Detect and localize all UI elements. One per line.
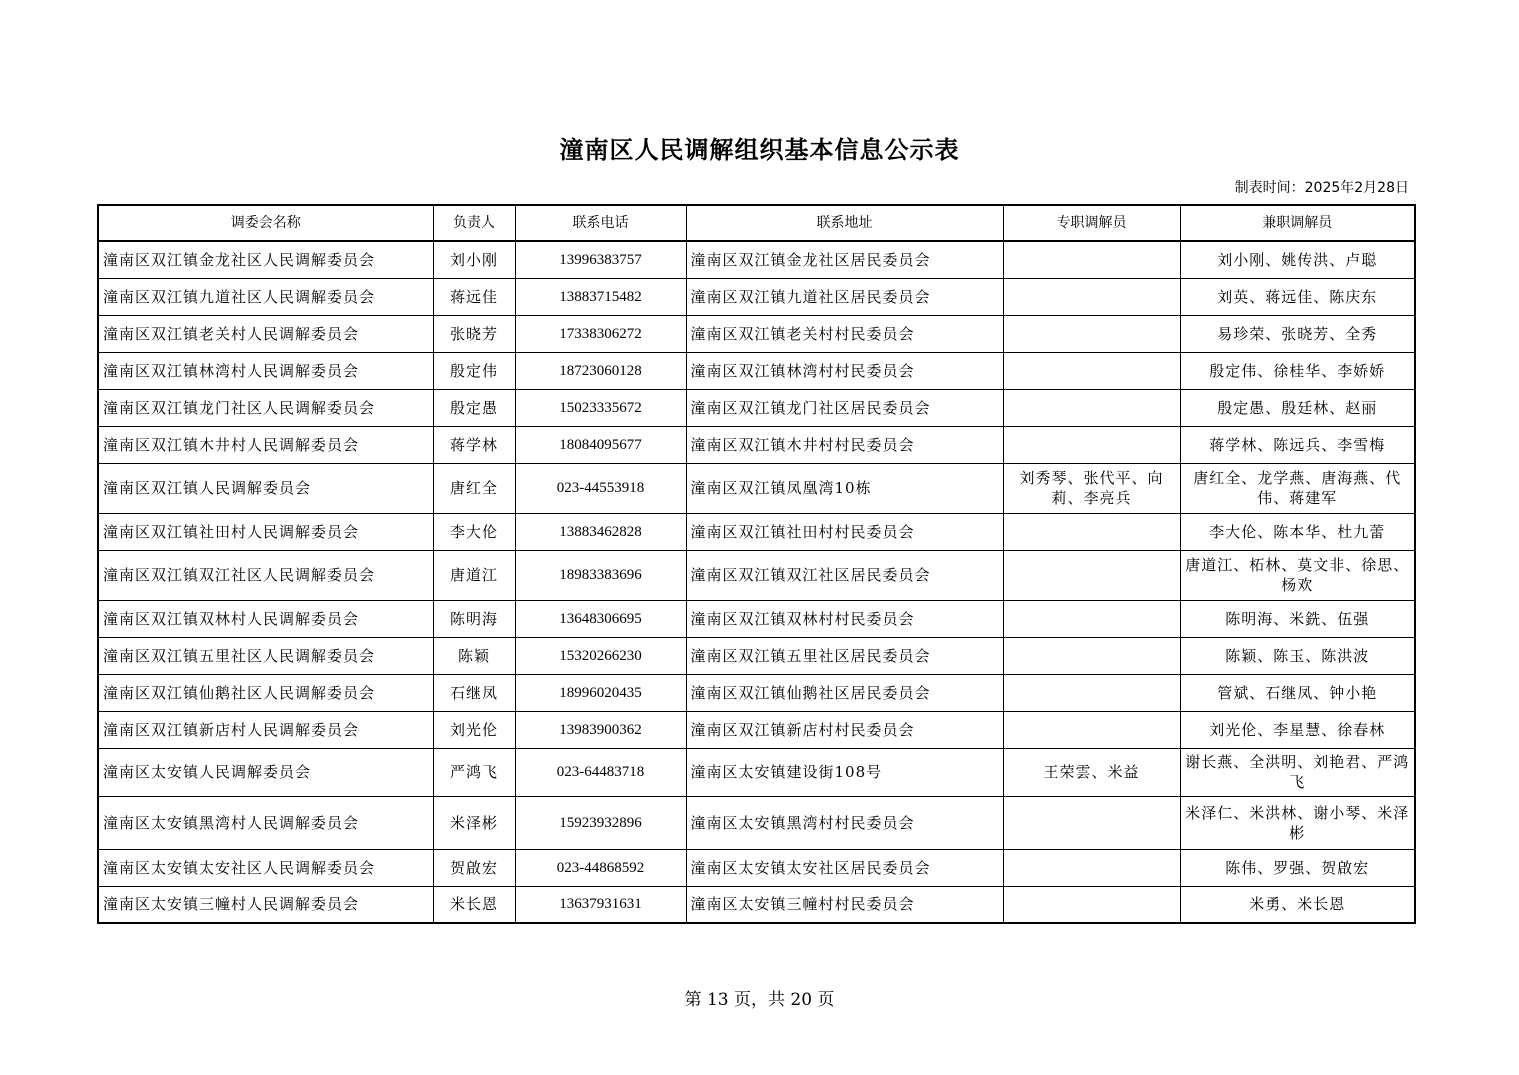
committee-name-cell: 潼南区太安镇黑湾村人民调解委员会 — [98, 796, 433, 849]
parttime-mediators-cell: 谢长燕、全洪明、刘艳君、严鸿飞 — [1180, 748, 1415, 796]
table-row — [98, 315, 1415, 352]
parttime-mediators-cell: 米勇、米长恩 — [1180, 886, 1415, 923]
table-row — [98, 389, 1415, 426]
address-cell: 潼南区太安镇太安社区居民委员会 — [686, 849, 1003, 886]
fulltime-mediators-cell — [1003, 513, 1180, 550]
leader-cell: 殷定伟 — [433, 352, 515, 389]
fulltime-mediators-cell — [1003, 849, 1180, 886]
fulltime-mediators-cell: 王荣雲、米益 — [1003, 748, 1180, 796]
committee-name-cell: 潼南区双江镇九道社区人民调解委员会 — [98, 278, 433, 315]
table-row — [98, 711, 1415, 748]
page-number: 第 13 页，共 20 页 — [684, 990, 835, 1010]
fulltime-mediators-cell — [1003, 389, 1180, 426]
address-cell: 潼南区双江镇新店村村民委员会 — [686, 711, 1003, 748]
address-cell: 潼南区双江镇五里社区居民委员会 — [686, 637, 1003, 674]
fulltime-mediators-cell — [1003, 711, 1180, 748]
address-cell: 潼南区双江镇社田村村民委员会 — [686, 513, 1003, 550]
leader-cell: 石继凤 — [433, 674, 515, 711]
parttime-mediators-cell: 陈颖、陈玉、陈洪波 — [1180, 637, 1415, 674]
parttime-mediators-cell: 陈明海、米銑、伍强 — [1180, 600, 1415, 637]
parttime-mediators-cell: 唐道江、柘林、莫文非、徐思、杨欢 — [1180, 550, 1415, 600]
address-cell: 潼南区双江镇老关村村民委员会 — [686, 315, 1003, 352]
committee-name-cell: 潼南区太安镇太安社区人民调解委员会 — [98, 849, 433, 886]
address-cell: 潼南区双江镇仙鹅社区居民委员会 — [686, 674, 1003, 711]
table-header-row — [98, 205, 1415, 241]
address-cell: 潼南区双江镇林湾村村民委员会 — [686, 352, 1003, 389]
table-row — [98, 796, 1415, 849]
committee-name-cell: 潼南区双江镇龙门社区人民调解委员会 — [98, 389, 433, 426]
table-row — [98, 513, 1415, 550]
leader-cell: 陈明海 — [433, 600, 515, 637]
table-row — [98, 748, 1415, 796]
parttime-mediators-cell: 陈伟、罗强、贺啟宏 — [1180, 849, 1415, 886]
fulltime-mediators-cell: 刘秀琴、张代平、向莉、李亮兵 — [1003, 463, 1180, 513]
address-cell: 潼南区双江镇凤凰湾10栋 — [686, 463, 1003, 513]
phone-cell: 18983383696 — [515, 550, 686, 600]
fulltime-mediators-cell — [1003, 637, 1180, 674]
table-row — [98, 426, 1415, 463]
fulltime-mediators-cell — [1003, 550, 1180, 600]
phone-cell: 17338306272 — [515, 315, 686, 352]
phone-cell: 13637931631 — [515, 886, 686, 923]
leader-cell: 严鸿飞 — [433, 748, 515, 796]
leader-cell: 陈颖 — [433, 637, 515, 674]
leader-cell: 李大伦 — [433, 513, 515, 550]
parttime-mediators-cell: 唐红全、龙学燕、唐海燕、代伟、蒋建军 — [1180, 463, 1415, 513]
header-committee-name: 调委会名称 — [98, 205, 433, 241]
leader-cell: 刘小刚 — [433, 241, 515, 278]
table-row — [98, 352, 1415, 389]
committee-name-cell: 潼南区双江镇双江社区人民调解委员会 — [98, 550, 433, 600]
header-phone: 联系电话 — [515, 205, 686, 241]
committee-name-cell: 潼南区双江镇仙鹅社区人民调解委员会 — [98, 674, 433, 711]
leader-cell: 唐道江 — [433, 550, 515, 600]
phone-cell: 023-64483718 — [515, 748, 686, 796]
phone-cell: 15320266230 — [515, 637, 686, 674]
leader-cell: 殷定愚 — [433, 389, 515, 426]
parttime-mediators-cell: 米泽仁、米洪林、谢小琴、米泽彬 — [1180, 796, 1415, 849]
address-cell: 潼南区太安镇建设街108号 — [686, 748, 1003, 796]
address-cell: 潼南区双江镇双江社区居民委员会 — [686, 550, 1003, 600]
address-cell: 潼南区太安镇三幢村村民委员会 — [686, 886, 1003, 923]
phone-cell: 18084095677 — [515, 426, 686, 463]
address-cell: 潼南区双江镇双林村村民委员会 — [686, 600, 1003, 637]
leader-cell: 米泽彬 — [433, 796, 515, 849]
document-title: 潼南区人民调解组织基本信息公示表 — [559, 135, 960, 164]
parttime-mediators-cell: 刘英、蒋远佳、陈庆东 — [1180, 278, 1415, 315]
leader-cell: 唐红全 — [433, 463, 515, 513]
fulltime-mediators-cell — [1003, 352, 1180, 389]
table-row — [98, 241, 1415, 278]
address-cell: 潼南区双江镇龙门社区居民委员会 — [686, 389, 1003, 426]
phone-cell: 15923932896 — [515, 796, 686, 849]
address-cell: 潼南区双江镇九道社区居民委员会 — [686, 278, 1003, 315]
address-cell: 潼南区双江镇木井村村民委员会 — [686, 426, 1003, 463]
parttime-mediators-cell: 管斌、石继凤、钟小艳 — [1180, 674, 1415, 711]
committee-name-cell: 潼南区太安镇人民调解委员会 — [98, 748, 433, 796]
phone-cell: 023-44868592 — [515, 849, 686, 886]
parttime-mediators-cell: 刘光伦、李星慧、徐春林 — [1180, 711, 1415, 748]
fulltime-mediators-cell — [1003, 886, 1180, 923]
mediation-table — [97, 204, 1416, 924]
parttime-mediators-cell: 殷定伟、徐桂华、李娇娇 — [1180, 352, 1415, 389]
table-row — [98, 550, 1415, 600]
phone-cell: 15023335672 — [515, 389, 686, 426]
table-row — [98, 278, 1415, 315]
committee-name-cell: 潼南区双江镇林湾村人民调解委员会 — [98, 352, 433, 389]
committee-name-cell: 潼南区太安镇三幢村人民调解委员会 — [98, 886, 433, 923]
parttime-mediators-cell: 刘小刚、姚传洪、卢聪 — [1180, 241, 1415, 278]
table-row — [98, 849, 1415, 886]
parttime-mediators-cell: 李大伦、陈本华、杜九蕾 — [1180, 513, 1415, 550]
phone-cell: 13648306695 — [515, 600, 686, 637]
phone-cell: 023-44553918 — [515, 463, 686, 513]
leader-cell: 米长恩 — [433, 886, 515, 923]
header-fulltime-mediators: 专职调解员 — [1003, 205, 1180, 241]
committee-name-cell: 潼南区双江镇新店村人民调解委员会 — [98, 711, 433, 748]
leader-cell: 贺啟宏 — [433, 849, 515, 886]
committee-name-cell: 潼南区双江镇金龙社区人民调解委员会 — [98, 241, 433, 278]
parttime-mediators-cell: 殷定愚、殷廷林、赵丽 — [1180, 389, 1415, 426]
header-address: 联系地址 — [686, 205, 1003, 241]
made-date: 制表时间：2025年2月28日 — [1234, 180, 1409, 196]
committee-name-cell: 潼南区双江镇人民调解委员会 — [98, 463, 433, 513]
table-row — [98, 674, 1415, 711]
phone-cell: 13983900362 — [515, 711, 686, 748]
phone-cell: 13883715482 — [515, 278, 686, 315]
address-cell: 潼南区太安镇黑湾村村民委员会 — [686, 796, 1003, 849]
table-row — [98, 886, 1415, 923]
fulltime-mediators-cell — [1003, 600, 1180, 637]
table-row — [98, 637, 1415, 674]
committee-name-cell: 潼南区双江镇五里社区人民调解委员会 — [98, 637, 433, 674]
fulltime-mediators-cell — [1003, 426, 1180, 463]
committee-name-cell: 潼南区双江镇木井村人民调解委员会 — [98, 426, 433, 463]
table-row — [98, 600, 1415, 637]
phone-cell: 13996383757 — [515, 241, 686, 278]
fulltime-mediators-cell — [1003, 315, 1180, 352]
parttime-mediators-cell: 蒋学林、陈远兵、李雪梅 — [1180, 426, 1415, 463]
leader-cell: 张晓芳 — [433, 315, 515, 352]
phone-cell: 18723060128 — [515, 352, 686, 389]
fulltime-mediators-cell — [1003, 796, 1180, 849]
table-body — [98, 241, 1415, 923]
committee-name-cell: 潼南区双江镇社田村人民调解委员会 — [98, 513, 433, 550]
address-cell: 潼南区双江镇金龙社区居民委员会 — [686, 241, 1003, 278]
header-parttime-mediators: 兼职调解员 — [1180, 205, 1415, 241]
fulltime-mediators-cell — [1003, 674, 1180, 711]
phone-cell: 13883462828 — [515, 513, 686, 550]
phone-cell: 18996020435 — [515, 674, 686, 711]
committee-name-cell: 潼南区双江镇双林村人民调解委员会 — [98, 600, 433, 637]
header-leader: 负责人 — [433, 205, 515, 241]
table-row — [98, 463, 1415, 513]
leader-cell: 刘光伦 — [433, 711, 515, 748]
leader-cell: 蒋远佳 — [433, 278, 515, 315]
leader-cell: 蒋学林 — [433, 426, 515, 463]
committee-name-cell: 潼南区双江镇老关村人民调解委员会 — [98, 315, 433, 352]
fulltime-mediators-cell — [1003, 241, 1180, 278]
parttime-mediators-cell: 易珍荣、张晓芳、全秀 — [1180, 315, 1415, 352]
fulltime-mediators-cell — [1003, 278, 1180, 315]
